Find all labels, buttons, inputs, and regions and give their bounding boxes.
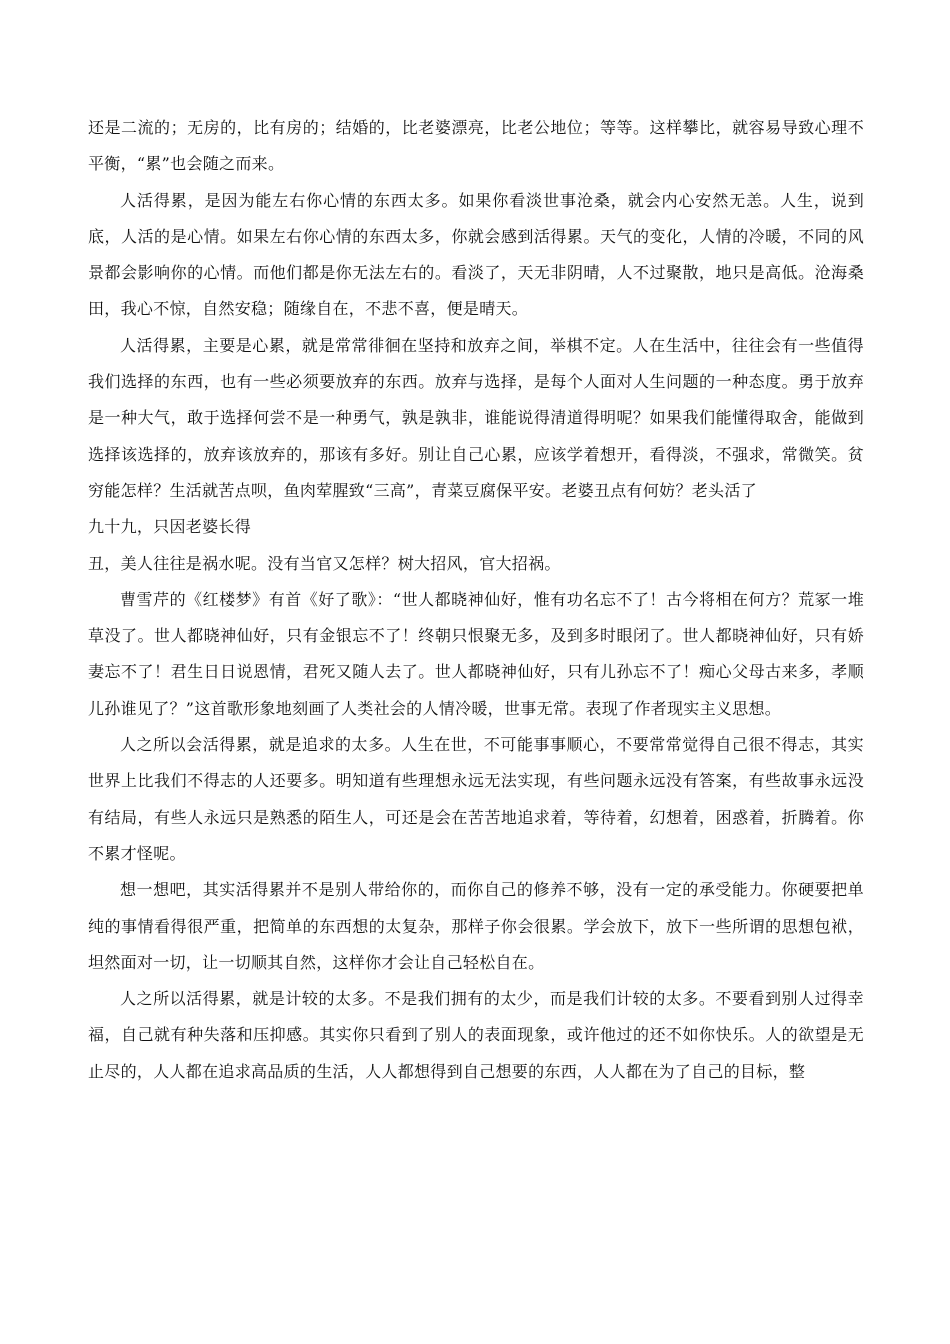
paragraph-heart-tired: 人活得累，主要是心累，就是常常徘徊在坚持和放弃之间，举棋不定。人在生活中，往往会有一些值得我们选择的东西，也有一些必须要放弃的东西。放弃与选择，是每个人面对人生问题的一种态度。勇于放弃是一种大气，敢于选择何尝不是一种勇气，孰是孰非，谁能说得清道得明呢？如果我们能懂得取舍，能做到选择该选择的，放弃该放弃的，那该有多好。别让自己心累，应该学着想开，看得淡，不强求，常微笑。贫穷能怎样？生活就苦点呗，鱼肉荤腥致“三高”，青菜豆腐保平安。老婆丑点有何妨？老头活了	[88, 335, 864, 500]
paragraph-continuation: 还是二流的；无房的，比有房的；结婚的，比老婆漂亮，比老公地位；等等。这样攀比，就容易导致心理不平衡，“累”也会随之而来。	[88, 118, 864, 174]
paragraph-mood: 人活得累，是因为能左右你心情的东西太多。如果你看淡世事沧桑，就会内心安然无恙。人生，说到底，人活的是心情。如果左右你心情的东西太多，你就会感到活得累。天气的变化，人情的冷暖，不同的风景都会影响你的心情。而他们都是你无法左右的。看淡了，天无非阴晴，人不过聚散，地只是高低。沧海桑田，我心不惊，自然安稳；随缘自在，不悲不喜，便是晴天。	[88, 190, 864, 319]
paragraph-pursuit: 人之所以会活得累，就是追求的太多。人生在世，不可能事事顺心，不要常常觉得自己很不得志，其实世界上比我们不得志的人还要多。明知道有些理想永远无法实现，有些问题永远没有答案，有些故事永远没有结局，有些人永远只是熟悉的陌生人，可还是会在苦苦地追求着，等待着，幻想着，困惑着，折腾着。你不累才怪呢。	[88, 735, 864, 863]
paragraph-haoliao-song: 曹雪芹的《红楼梦》有首《好了歌》：“世人都晓神仙好，惟有功名忘不了！古今将相在何方？荒冢一堆草没了。世人都晓神仙好，只有金银忘不了！终朝只恨聚无多，及到多时眼闭了。世人都晓神仙好，只有娇妻忘不了！君生日日说恩情，君死又随人去了。世人都晓神仙好，只有儿孙忘不了！痴心父母古来多，孝顺儿孙谁见了？”这首歌形象地刻画了人类社会的人情冷暖，世事无常。表现了作者现实主义思想。	[88, 589, 864, 718]
paragraph-self-cultivation: 想一想吧，其实活得累并不是别人带给你的，而你自己的修养不够，没有一定的承受能力。你硬要把单纯的事情看得很严重，把简单的东西想的太复杂，那样子你会很累。学会放下，放下一些所谓的思想包袱，坦然面对一切，让一切顺其自然，这样你才会让自己轻松自在。	[88, 880, 864, 972]
paragraph-line-break-continuation: 丑，美人往往是祸水呢。没有当官又怎样？树大招风，官大招祸。	[88, 553, 561, 573]
paragraph-line-break-fragment: 九十九，只因老婆长得	[88, 517, 252, 537]
document-body	[88, 110, 864, 1090]
paragraph-comparison: 人之所以活得累，就是计较的太多。不是我们拥有的太少，而是我们计较的太多。不要看到别人过得幸福，自己就有种失落和压抑感。其实你只看到了别人的表面现象，或许他过的还不如你快乐。人的欲望是无止尽的，人人都在追求高品质的生活，人人都想得到自己想要的东西，人人都在为了自己的目标，整	[88, 989, 864, 1081]
